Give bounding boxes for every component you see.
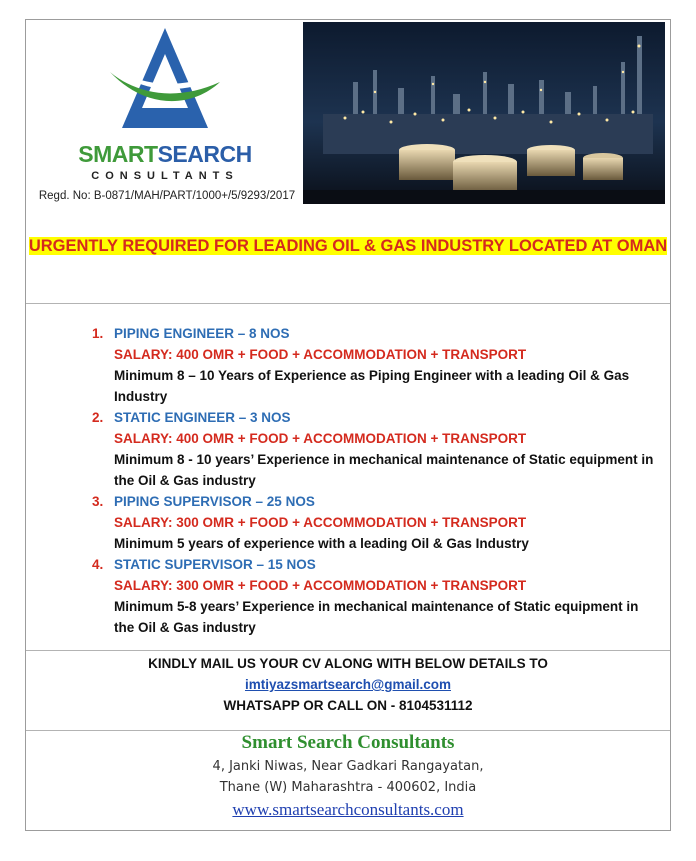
divider <box>26 303 670 304</box>
footer <box>26 730 670 822</box>
footer-address-line: 4, Janki Niwas, Near Gadkari Rangayatan, <box>212 759 484 774</box>
brand-search: SEARCH <box>157 141 252 167</box>
footer-address-line: Thane (W) Maharashtra - 400602, India <box>219 780 477 795</box>
oil-refinery-night-photo <box>303 22 665 204</box>
job-title: PIPING ENGINEER – 8 NOS <box>114 326 290 341</box>
brand-subtitle: CONSULTANTS <box>91 170 239 182</box>
job-salary: SALARY: 300 OMR + FOOD + ACCOMMODATION + TRANSPORT <box>114 578 527 593</box>
job-number: 4. <box>92 557 104 572</box>
job-salary: SALARY: 300 OMR + FOOD + ACCOMMODATION + TRANSPORT <box>114 515 527 530</box>
job-salary: SALARY: 400 OMR + FOOD + ACCOMMODATION + TRANSPORT <box>114 431 527 446</box>
job-salary: SALARY: 400 OMR + FOOD + ACCOMMODATION + TRANSPORT <box>114 347 527 362</box>
divider <box>26 650 670 651</box>
headline-text: URGENTLY REQUIRED FOR LEADING OIL & GAS INDUSTRY LOCATED AT OMAN <box>28 237 668 255</box>
website-link[interactable]: www.smartsearchconsultants.com <box>232 800 464 819</box>
email-link[interactable]: imtiyazsmartsearch@gmail.com <box>244 677 451 692</box>
contact-block <box>26 653 670 716</box>
job-number: 3. <box>92 494 104 509</box>
job-poster <box>25 19 671 831</box>
contact-instruction: KINDLY MAIL US YOUR CV ALONG WITH BELOW DETAILS TO <box>148 656 548 671</box>
job-item <box>92 323 662 407</box>
job-requirement: Minimum 8 - 10 years’ Experience in mechanical maintenance of Static equipment in the Oil & Gas industry <box>114 452 654 488</box>
phone-line: WHATSAPP OR CALL ON - 8104531112 <box>223 698 473 713</box>
registration-number: Regd. No: B-0871/MAH/PART/1000+/5/9293/2017 <box>38 190 296 202</box>
job-title: STATIC SUPERVISOR – 15 NOS <box>114 557 316 572</box>
job-item <box>92 407 662 491</box>
job-title: STATIC ENGINEER – 3 NOS <box>114 410 291 425</box>
job-requirement: Minimum 5-8 years’ Experience in mechanical maintenance of Static equipment in the Oil & Gas industry <box>114 599 639 635</box>
company-logo <box>26 20 304 210</box>
brand-smart: SMART <box>78 141 158 167</box>
triangle-swoosh-logo-icon <box>106 24 224 136</box>
headline <box>26 233 670 259</box>
job-number: 1. <box>92 326 104 341</box>
footer-company-name: Smart Search Consultants <box>241 732 455 753</box>
job-list <box>92 323 662 638</box>
job-requirement: Minimum 8 – 10 Years of Experience as Piping Engineer with a leading Oil & Gas Industry <box>114 368 630 404</box>
job-item <box>92 491 662 554</box>
job-number: 2. <box>92 410 104 425</box>
job-title: PIPING SUPERVISOR – 25 NOS <box>114 494 315 509</box>
brand-name <box>60 141 270 168</box>
job-item <box>92 554 662 638</box>
job-requirement: Minimum 5 years of experience with a leading Oil & Gas Industry <box>114 536 529 551</box>
